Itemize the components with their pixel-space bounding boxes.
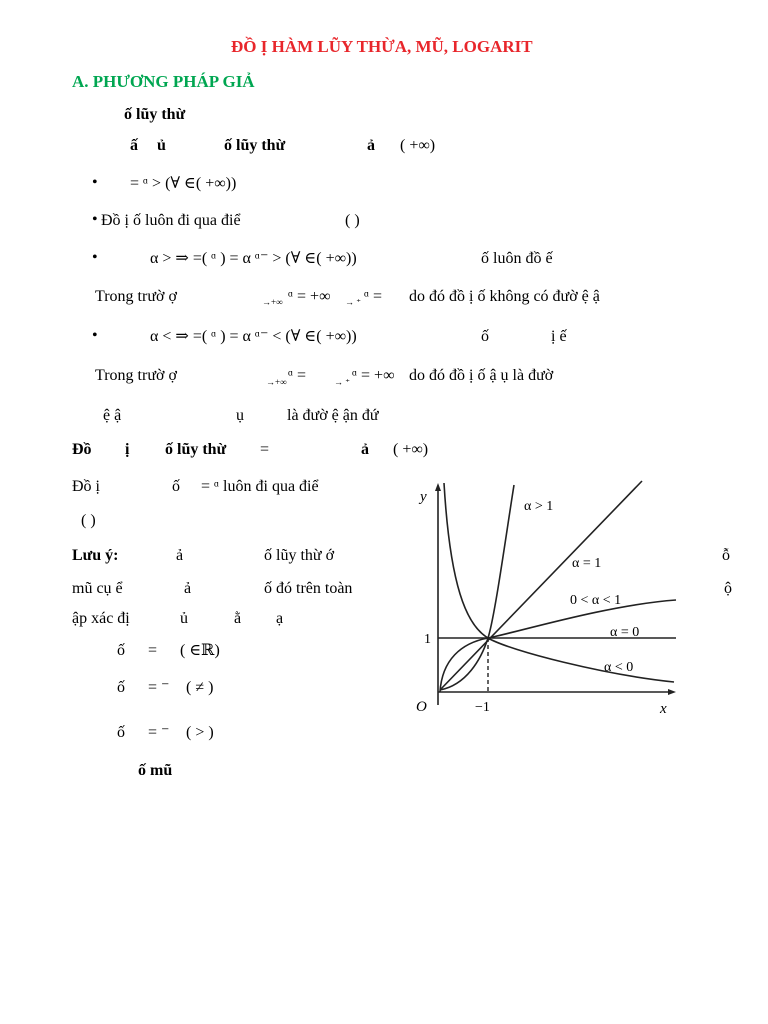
mu-a: mũ cụ ể	[72, 580, 123, 597]
label-alpha-eq-1: α = 1	[572, 556, 602, 571]
case2-tail: do đó đồ ị ố ậ ụ là đườ	[409, 367, 554, 384]
graph-line1-b: ố	[172, 478, 180, 495]
case1-lead: Trong trườ ợ	[95, 288, 177, 305]
tap-a: ập xác đị	[72, 610, 130, 627]
case1-tail: do đó đồ ị ố không có đườ ệ ậ	[409, 288, 600, 305]
survey-interval: ( +∞)	[400, 137, 436, 154]
case1-lim-sub: →+∞	[262, 297, 283, 307]
note-b: ố lũy thừ ớ	[264, 547, 335, 564]
page-title: ĐỒ Ị HÀM LŨY THỪA, MŨ, LOGARIT	[231, 37, 533, 56]
bullet-dot: •	[92, 174, 98, 191]
x-tick-label: −1	[475, 700, 490, 715]
case-pos-c: ( > )	[186, 724, 214, 741]
survey-word-2: ủ	[157, 137, 166, 154]
case1-limit2: ᵅ =	[364, 288, 383, 305]
survey-word-3: ố lũy thừ	[224, 137, 286, 154]
bullet2-text: Đồ ị ố luôn đi qua điể	[101, 212, 241, 229]
mu-d: ộ	[724, 580, 732, 597]
bullet-dot: •	[92, 249, 98, 266]
graph-heading-d: =	[260, 441, 270, 458]
origin-label: O	[416, 699, 427, 715]
y-tick-label: 1	[424, 632, 431, 647]
bullet4-tail1: ố	[481, 328, 489, 345]
case-neg-c: ( ≠ )	[186, 679, 214, 696]
case2-lead: Trong trườ ợ	[95, 367, 177, 384]
case-pos-b: = ⁻	[148, 724, 170, 741]
graph-background	[376, 475, 690, 735]
label-alpha-lt-0: α < 0	[604, 660, 634, 675]
case-r-c: ( ∈ℝ)	[180, 642, 220, 659]
label-alpha-gt-1: α > 1	[524, 499, 554, 514]
mu-c: ố đó trên toàn	[264, 580, 353, 597]
bullet2-paren: ( )	[345, 212, 360, 229]
subheading-exponential: ố mũ	[138, 762, 173, 779]
case-r-a: ố	[117, 642, 125, 659]
graph-line1-a: Đồ ị	[72, 478, 100, 495]
bullet4-tail2: ị ế	[551, 328, 567, 345]
case1-limit: ᵅ = +∞	[288, 288, 331, 305]
note-c: ỗ	[722, 547, 730, 564]
case2b-a: ệ ậ	[103, 407, 122, 424]
bullet3-tail: ố luôn đồ ế	[481, 250, 553, 267]
graph-heading-e: ả	[361, 441, 369, 458]
tap-b: ủ	[180, 610, 188, 627]
bullet3-formula: α > ⇒ =( ᵅ ) = α ᵅ⁻ > (∀ ∈( +∞))	[150, 250, 357, 267]
graph-line2: ( )	[81, 512, 96, 529]
bullet-dot: •	[92, 211, 98, 228]
x-axis-label: x	[660, 701, 667, 717]
power-function-graph	[376, 475, 690, 735]
y-axis-label: y	[420, 489, 427, 505]
case-neg-a: ố	[117, 679, 125, 696]
case2-limit2: ᵅ = +∞	[352, 367, 395, 384]
case2b-b: ụ	[236, 407, 244, 424]
graph-heading-b: ị	[125, 441, 130, 458]
bullet1-formula: = ᵅ > (∀ ∈( +∞))	[130, 175, 237, 192]
tap-c: ằ	[234, 610, 242, 627]
bullet4-formula: α < ⇒ =( ᵅ ) = α ᵅ⁻ < (∀ ∈( +∞))	[150, 328, 357, 345]
case-neg-b: = ⁻	[148, 679, 170, 696]
note-label: Lưu ý:	[72, 547, 119, 564]
case2-lim2-sub: → ⁺	[334, 377, 351, 387]
subheading-power-function: ố lũy thừ	[124, 106, 186, 123]
case-r-b: =	[148, 642, 158, 659]
survey-word-4: ả	[367, 137, 375, 154]
graph-line1-c: = ᵅ luôn đi qua điể	[201, 478, 319, 495]
case-pos-a: ố	[117, 724, 125, 741]
case2b-c: là đườ ệ ận đứ	[287, 407, 379, 424]
section-a-heading: A. PHƯƠNG PHÁP GIẢ	[72, 72, 255, 91]
graph-heading-c: ố lũy thừ	[165, 441, 227, 458]
case1-lim2-sub: → ⁺	[345, 297, 362, 307]
graph-heading-a: Đồ	[72, 441, 92, 458]
label-alpha-0-1: 0 < α < 1	[570, 593, 622, 608]
mu-b: ả	[184, 580, 192, 597]
tap-d: ạ	[276, 610, 284, 627]
bullet-dot: •	[92, 327, 98, 344]
note-a: ả	[176, 547, 184, 564]
label-alpha-eq-0: α = 0	[610, 625, 640, 640]
case2-limit: ᵅ =	[288, 367, 307, 384]
graph-heading-interval: ( +∞)	[393, 441, 429, 458]
survey-word-1: ấ	[130, 137, 138, 154]
case2-lim-sub: →+∞	[266, 377, 287, 387]
